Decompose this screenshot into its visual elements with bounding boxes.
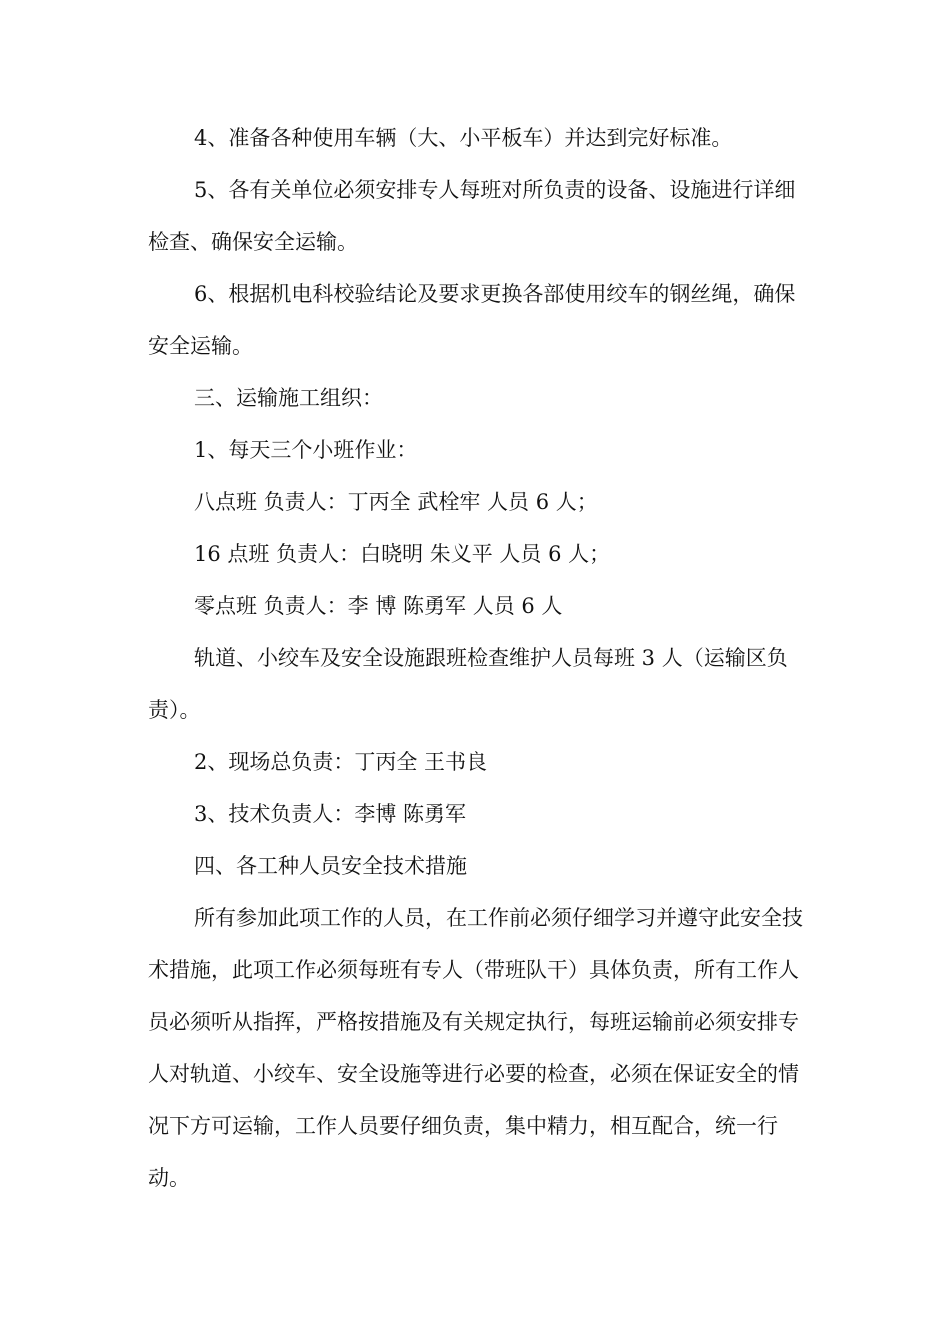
paragraph-shift-schedule: 1、每天三个小班作业：: [194, 438, 418, 462]
paragraph-wire-rope-replacement: 6、根据机电科校验结论及要求更换各部使用绞车的钢丝绳，确保安全运输。: [148, 282, 796, 358]
paragraph-site-manager: 2、现场总负责：丁丙全 王书良: [194, 750, 488, 774]
document-body: [148, 112, 808, 1204]
paragraph-sixteen-oclock-shift: 16 点班 负责人：白晓明 朱义平 人员 6 人；: [194, 542, 611, 566]
section-heading-transport-organization: 三、运输施工组织：: [194, 386, 383, 410]
paragraph-midnight-shift: 零点班 负责人：李 博 陈勇军 人员 6 人: [194, 594, 563, 618]
paragraph-technical-lead: 3、技术负责人：李博 陈勇军: [194, 802, 467, 826]
paragraph-eight-oclock-shift: 八点班 负责人：丁丙全 武栓牢 人员 6 人；: [194, 490, 598, 514]
paragraph-maintenance-staff: 轨道、小绞车及安全设施跟班检查维护人员每班 3 人（运输区负责）。: [148, 646, 788, 722]
paragraph-vehicle-preparation: 4、准备各种使用车辆（大、小平板车）并达到完好标准。: [194, 126, 733, 150]
section-heading-safety-measures: 四、各工种人员安全技术措施: [194, 854, 467, 878]
paragraph-safety-requirements: 所有参加此项工作的人员，在工作前必须仔细学习并遵守此安全技术措施，此项工作必须每班有专人（带班队干）具体负责，所有工作人员必须听从指挥，严格按措施及有关规定执行，每班运输前必须安排专人对轨道、小绞车、安全设施等进行必要的检查，必须在保证安全的情况下方可运输，工作人员要仔细负责，集中精力，相互配合，统一行动。: [148, 906, 803, 1190]
paragraph-equipment-inspection: 5、各有关单位必须安排专人每班对所负责的设备、设施进行详细检查、确保安全运输。: [148, 178, 796, 254]
